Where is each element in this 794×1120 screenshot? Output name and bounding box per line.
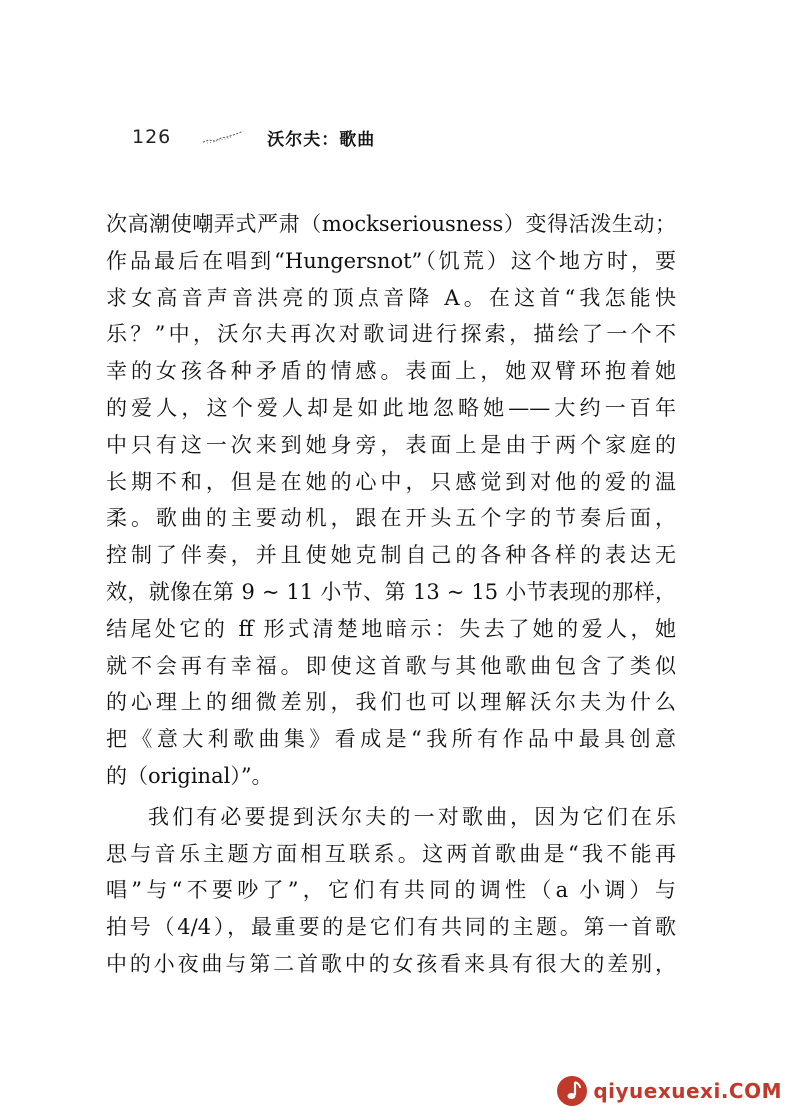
running-title: 沃尔夫：歌曲 [267, 129, 376, 150]
text-line: 求女高音声音洪亮的顶点音降 A。在这首“我怎能快 [106, 285, 676, 310]
text-line: 次高潮使嘲弄式严肃（mockseriousness）变得活泼生动； [106, 212, 676, 236]
text-line: 结尾处它的 ff 形式清楚地暗示：失去了她的爱人，她 [106, 616, 676, 641]
text-line: 中的小夜曲与第二首歌中的女孩看来具有很大的差别， [106, 951, 676, 976]
text-line: 的（original）”。 [106, 763, 273, 788]
text-line: 我们有必要提到沃尔夫的一对歌曲，因为它们在乐 [148, 804, 676, 829]
text-line: 就不会再有幸福。即使这首歌与其他歌曲包含了类似 [106, 653, 676, 678]
page-number: 126 [132, 126, 172, 148]
music-note-icon [555, 1074, 589, 1108]
text-line: 把《意大利歌曲集》看成是“我所有作品中最具创意 [106, 727, 676, 752]
text-line: 中只有这一次来到她身旁，表面上是由于两个家庭的 [106, 432, 676, 457]
text-line: 拍号（4/4），最重要的是它们有共同的主题。第一首歌 [106, 915, 676, 940]
paragraph-1 [106, 206, 676, 795]
text-line: 长期不和，但是在她的心中，只感觉到对他的爱的温 [106, 469, 676, 494]
text-line: 作品最后在唱到“Hungersnot”（饥荒）这个地方时，要 [106, 248, 676, 273]
running-header [132, 124, 375, 150]
text-line: 思与音乐主题方面相互联系。这两首歌曲是“我不能再 [106, 841, 676, 866]
text-line: 效，就像在第 9 ~ 11 小节、第 13 ~ 15 小节表现的那样， [106, 579, 676, 604]
site-watermark [555, 1074, 782, 1108]
text-line: 控制了伴奏，并且使她克制自己的各种各样的表达无 [106, 543, 676, 568]
text-line: 的心理上的细微差别，我们也可以理解沃尔夫为什么 [106, 690, 676, 715]
body-text [106, 206, 676, 983]
text-line: 乐？”中，沃尔夫再次对歌词进行探索，描绘了一个不 [106, 322, 676, 347]
paragraph-2 [106, 799, 676, 983]
text-line: 唱”与“不要吵了”，它们有共同的调性（a 小调）与 [106, 878, 676, 903]
text-line: 柔。歌曲的主要动机，跟在开头五个字的节奏后面， [106, 506, 676, 531]
text-line: 的爱人，这个爱人却是如此地忽略她——大约一百年 [106, 395, 676, 420]
watermark-text: qiyuexuexi.COM [593, 1079, 782, 1103]
header-ornament-icon [201, 129, 245, 145]
text-line: 幸的女孩各种矛盾的情感。表面上，她双臂环抱着她 [106, 359, 676, 384]
